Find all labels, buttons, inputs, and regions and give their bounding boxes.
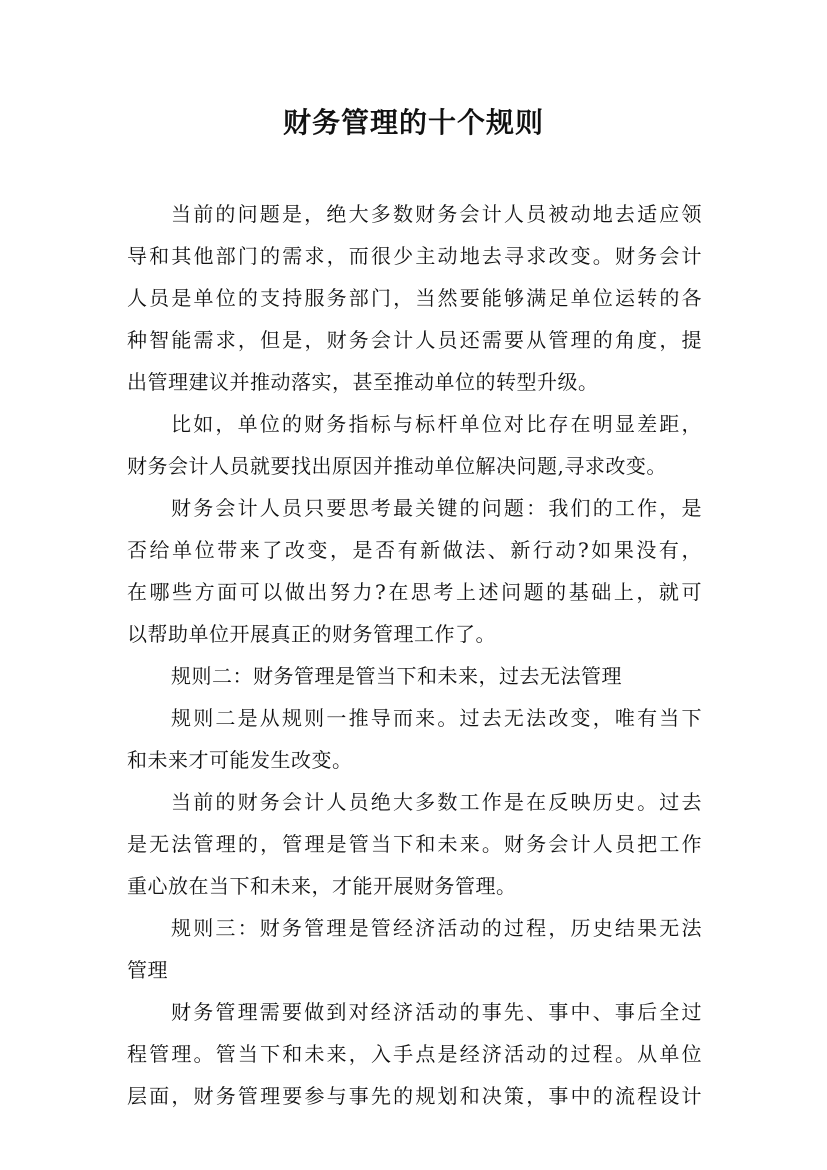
text-line: 程管理。管当下和未来，入手点是经济活动的过程。从单位: [127, 1042, 702, 1066]
text-line: 规则三：财务管理是管经济活动的过程，历史结果无法: [171, 916, 702, 940]
text-line: 重心放在当下和未来，才能开展财务管理。: [127, 874, 517, 898]
text-line: 比如，单位的财务指标与标杆单位对比存在明显差距，: [171, 412, 702, 436]
text-line: 财务管理需要做到对经济活动的事先、事中、事后全过: [171, 1000, 702, 1024]
text-line: 和未来才可能发生改变。: [127, 748, 353, 772]
text-line: 以帮助单位开展真正的财务管理工作了。: [127, 622, 496, 646]
text-line: 出管理建议并推动落实，甚至推动单位的转型升级。: [127, 370, 599, 394]
text-line: 管理: [127, 958, 168, 982]
document-title: 财务管理的十个规则: [282, 106, 544, 139]
text-line: 财务会计人员只要思考最关键的问题：我们的工作，是: [171, 496, 702, 520]
text-line: 规则二：财务管理是管当下和未来，过去无法管理: [171, 664, 622, 688]
text-line: 否给单位带来了改变，是否有新做法、新行动?如果没有，: [127, 538, 702, 562]
text-line: 规则二是从规则一推导而来。过去无法改变，唯有当下: [171, 706, 702, 730]
text-line: 在哪些方面可以做出努力?在思考上述问题的基础上，就可: [127, 580, 702, 604]
text-line: 导和其他部门的需求，而很少主动地去寻求改变。财务会计: [127, 244, 702, 268]
document-body: [127, 193, 702, 1117]
text-line: 当前的财务会计人员绝大多数工作是在反映历史。过去: [171, 790, 702, 814]
text-line: 种智能需求，但是，财务会计人员还需要从管理的角度，提: [127, 328, 702, 352]
text-line: 当前的问题是，绝大多数财务会计人员被动地去适应领: [171, 202, 702, 226]
text-line: 是无法管理的，管理是管当下和未来。财务会计人员把工作: [127, 832, 702, 856]
text-line: 财务会计人员就要找出原因并推动单位解决问题,寻求改变。: [127, 454, 667, 478]
text-line: 层面，财务管理要参与事先的规划和决策，事中的流程设计: [127, 1084, 702, 1108]
text-line: 人员是单位的支持服务部门，当然要能够满足单位运转的各: [127, 286, 702, 310]
